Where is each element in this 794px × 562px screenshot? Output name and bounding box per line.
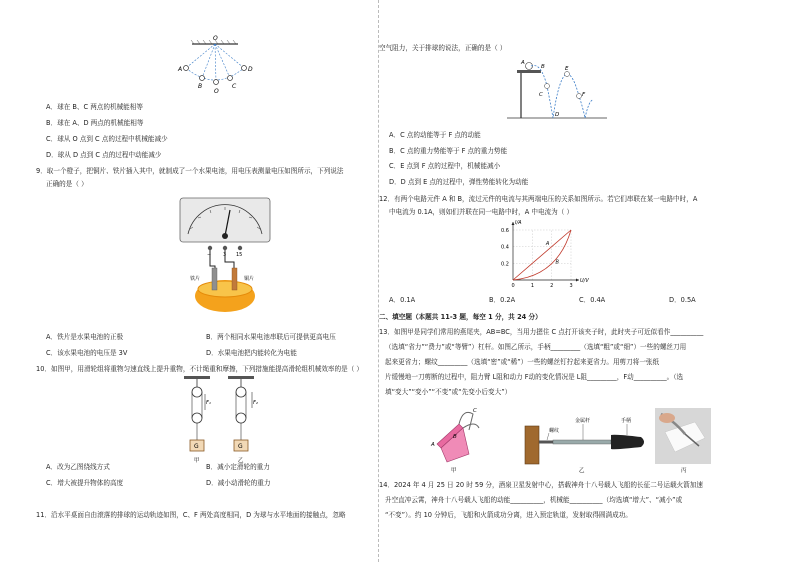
q12-option-a: A．0.1A [389,296,416,304]
q10-stem: 10．如图甲，用滑轮组将重物匀速直线上提升重物，不计绳重和摩擦，下列措施能提高滑轮组机械效率的是（ ） [36,365,363,373]
x-axis-arrow [576,279,579,282]
meter-terminal-15: 15 [236,252,243,258]
q13-line2: （选填“省力”“费力”或“等臂”）杠杆。如图乙所示，手柄_________（选填“粗”或“细”）一些的螺丝刀用 [385,343,687,351]
pulley-g2-label: G [238,443,243,450]
pulley-f2-label: F₂ [253,400,258,406]
q12-option-b: B．0.2A [489,296,516,304]
ball-label-b: B [541,64,545,70]
iron-plate-label: 铁片 [190,276,201,282]
q11-option-d: D．D 点到 E 点的过程中，弹性势能转化为动能 [389,178,529,186]
pulley-g1-label: G [194,443,199,450]
x-tick-label: 2 [550,283,554,289]
q14-line2: 升空直冲云霄，神舟十八号载人飞船的动能__________，机械能__________（均选填“增大”、“减小”或 [385,496,683,504]
q8-option-a: A．球在 B、C 两点的机械能相等 [46,103,143,111]
pendulum-label-o2: O [214,88,219,95]
left-column [22,0,392,562]
q11-option-a: A．C 点的动能等于 F 点的动能 [389,131,481,139]
q11-option-c: C．E 点到 F 点的过程中，机械能减小 [389,162,501,170]
q12-stem-line2: 中电流为 0.1A，则如们并联在同一电路中时，A 中电流为（ ） [389,208,574,216]
ball-label-d: D [555,112,560,118]
handle-label: 手柄 [621,418,632,424]
meter-terminal-3: 3 [223,252,227,258]
ball-label-e: E [565,66,569,72]
metal-shaft-label: 金属杆 [575,418,591,424]
q8-option-d: D．球从 D 点到 C 点的过程中动能减少 [46,151,162,159]
clip-label-c: C [473,408,477,414]
clip-label-a: A [431,442,435,448]
q11-stem-continued: 空气阻力，关于排球的说法，正确的是（ ） [379,44,507,52]
q11-stem: 11．沿水平桌面自由滚落的排球的运动轨迹如图，C、F 两处高度相同，D 为球与水平地面的接触点，忽略 [36,511,346,519]
pulley-f1-label: F₁ [206,400,211,406]
q13-line5: 填“变大”“变小”“不变”或“先变小后变大”） [385,388,512,396]
q10-option-c: C．增大被提升物体的高度 [46,479,124,487]
pendulum-label-c: C [232,83,237,90]
q14-line1: 14．2024 年 4 月 25 日 20 时 59 分，酒泉卫星发射中心，搭载神舟十八号载人飞船的长征二号运载火箭加速 [379,481,703,489]
q13-line4: 片缓慢地一刀剪断的过程中，阻力臂 L阻和动力 F动的变化情况是 L阻_________，F动__________。（选 [385,373,684,381]
pendulum-label-b: B [198,83,203,90]
pulley-yi-label: 乙 [238,458,244,464]
ball-label-c: C [539,92,543,98]
iu-chart [499,222,589,290]
x-tick-label: 0 [511,283,515,289]
q12-stem-line1: 12．有两个电路元件 A 和 B，流过元件的电流与其两端电压的关系如图所示。若它们串联在某一电路中时，A [379,195,698,203]
x-tick-label: 3 [569,283,573,289]
x-axis-label: U/V [580,278,589,284]
q10-option-a: A．改为乙图绕线方式 [46,463,110,471]
y-tick-label: 0.6 [501,228,509,234]
q8-option-c: C．球从 O 点到 C 点的过程中机械能减少 [46,135,168,143]
q12-option-c: C．0.4A [579,296,606,304]
q9-stem-line2: 正确的是（ ） [46,180,88,188]
q12-option-d: D．0.5A [669,296,696,304]
section-2-heading: 二、填空题（本题共 11-3 题，每空 1 分，共 24 分） [379,313,542,321]
copper-plate-label: 铜片 [244,276,255,282]
y-tick-label: 0.2 [501,261,509,268]
fig-yi-label: 乙 [579,468,585,474]
q13-line1: 13．如图甲是同学们常用的燕尾夹，AB=BC，当用力摁住 C 点打开该夹子时，此时夹子可近似看作__________ [379,328,704,336]
pendulum-label-d: D [248,66,253,73]
series-line-A [513,230,571,280]
pendulum-figure [172,36,272,96]
series-label-B: B [555,259,559,266]
ball-trajectory-figure [507,56,607,122]
q11-option-b: B．C 点的重力势能等于 F 点的重力势能 [389,147,508,155]
pendulum-label-a: A [178,66,183,73]
q9-stem-line1: 9．取一个橙子，把铜片、铁片插入其中，就制成了一个水果电池，用电压表测量电压如图所示，下列说法 [36,167,344,175]
y-axis-label: I/A [515,220,522,226]
q9-option-b: B．两个相同水果电池串联后可提供更高电压 [206,333,336,341]
q8-option-b: B．球在 A、D 两点的机械能相等 [46,119,144,127]
pulley-jia-label: 甲 [194,458,200,464]
clip-label-b: B [453,434,457,440]
q13-figures [429,404,729,474]
fig-jia-label: 甲 [451,468,457,474]
q9-option-c: C．该水果电池的电压是 3V [46,349,128,357]
ball-label-a: A [521,60,525,66]
fruit-battery-figure [170,196,280,316]
series-label-A: A [545,241,550,247]
x-tick-label: 1 [530,283,535,289]
q13-line3: 起来更省力；螺纹_________（选填“密”或“稀”）一些的螺丝钉拧起来更省力。用剪刀将一张纸 [385,358,660,366]
q14-line3: “不变”）。约 10 分钟后，飞船和火箭成功分离，进入预定轨道，发射取得圆满成功。 [385,511,632,519]
fig-bing-label: 丙 [681,468,687,474]
y-tick-label: 0.4 [501,244,509,251]
q10-option-d: D．减小动滑轮的重力 [206,479,271,487]
pulley-figure [172,374,272,466]
q10-option-b: B．减小定滑轮的重力 [206,463,270,471]
pendulum-label-o: O [213,35,218,42]
q9-option-a: A．铁片是水果电池的正极 [46,333,124,341]
q9-option-d: D．水果电池把内能转化为电能 [206,349,297,357]
right-column [378,0,774,562]
ball-label-f: F [582,92,586,98]
meter-terminal-minus: − [207,252,212,258]
screw-thread-label: 螺纹 [549,428,560,434]
